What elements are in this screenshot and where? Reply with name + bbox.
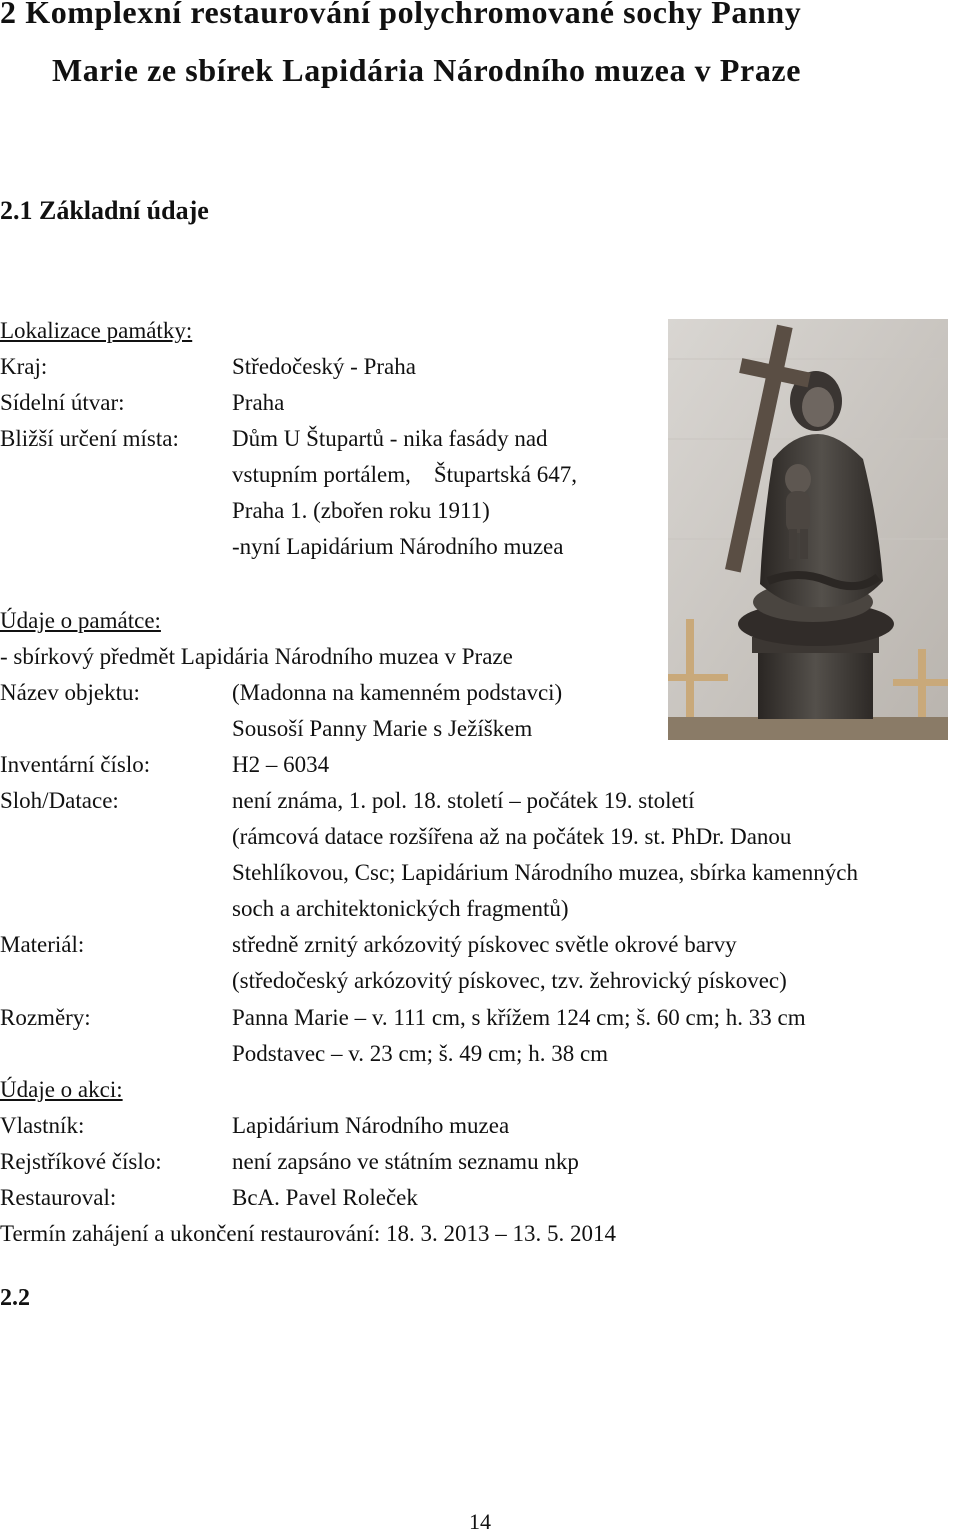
- chapter-heading-line1: 2 Komplexní restaurování polychromované sochy Panny: [0, 0, 802, 30]
- rozmery-label: Rozměry:: [0, 1005, 91, 1030]
- urceni-line: -nyní Lapidárium Národního muzea: [232, 534, 564, 559]
- material-line: (středočeský arkózovitý pískovec, tzv. žehrovický pískovec): [232, 968, 787, 993]
- nazev-line: (Madonna na kamenném podstavci): [232, 680, 563, 705]
- kraj-label: Kraj:: [0, 354, 48, 379]
- urceni-label: Bližší určení místa:: [0, 426, 179, 451]
- sloh-label: Sloh/Datace:: [0, 788, 119, 813]
- nazev-label: Název objektu:: [0, 680, 140, 705]
- rozmery-line: Podstavec – v. 23 cm; š. 49 cm; h. 38 cm: [232, 1041, 609, 1066]
- utvar-label: Sídelní útvar:: [0, 390, 125, 415]
- restauroval-value: BcA. Pavel Roleček: [232, 1185, 418, 1210]
- akce-title: Údaje o akci:: [0, 1077, 123, 1102]
- sloh-line: soch a architektonických fragmentů): [232, 896, 569, 921]
- pamatka-title: Údaje o památce:: [0, 608, 161, 633]
- material-label: Materiál:: [0, 932, 85, 957]
- urceni-line: Dům U Štupartů - nika fasády nad: [232, 426, 548, 451]
- chapter-heading-line2: Marie ze sbírek Lapidária Národního muzea v Praze: [52, 52, 802, 88]
- pamatka-intro: - sbírkový předmět Lapidária Národního muzea v Praze: [0, 644, 513, 669]
- vlastnik-value: Lapidárium Národního muzea: [232, 1113, 510, 1138]
- sloh-line: Stehlíkovou, Csc; Lapidárium Národního muzea, sbírka kamenných: [232, 860, 858, 885]
- section-2-1-title: 2.1 Základní údaje: [0, 196, 209, 225]
- restauroval-label: Restauroval:: [0, 1185, 117, 1210]
- rejstrik-value: není zapsáno ve státním seznamu nkp: [232, 1149, 579, 1174]
- page-number: 14: [469, 1509, 491, 1534]
- rejstrik-label: Rejstříkové číslo:: [0, 1149, 162, 1174]
- termin-text: Termín zahájení a ukončení restaurování: 18. 3. 2013 – 13. 5. 2014: [0, 1221, 617, 1246]
- rozmery-line: Panna Marie – v. 111 cm, s křížem 124 cm; š. 60 cm; h. 33 cm: [232, 1005, 806, 1030]
- sloh-line: (rámcová datace rozšířena až na počátek 19. st. PhDr. Danou: [232, 824, 792, 849]
- material-line: středně zrnitý arkózovitý pískovec světle okrové barvy: [232, 932, 737, 957]
- sloh-line: není známa, 1. pol. 18. století – počátek 19. století: [232, 788, 695, 813]
- lokalizace-title: Lokalizace památky:: [0, 318, 193, 343]
- kraj-value: Středočeský - Praha: [232, 354, 416, 379]
- inv-label: Inventární číslo:: [0, 752, 151, 777]
- statue-photo: [668, 319, 948, 740]
- nazev-line: Sousoší Panny Marie s Ježíškem: [232, 716, 533, 741]
- utvar-value: Praha: [232, 390, 285, 415]
- urceni-line: vstupním portálem, Štupartská 647,: [232, 462, 577, 487]
- section-2-2-title: 2.2: [0, 1285, 30, 1311]
- vlastnik-label: Vlastník:: [0, 1113, 85, 1138]
- inv-value: H2 – 6034: [232, 752, 330, 777]
- urceni-line: Praha 1. (zbořen roku 1911): [232, 498, 490, 523]
